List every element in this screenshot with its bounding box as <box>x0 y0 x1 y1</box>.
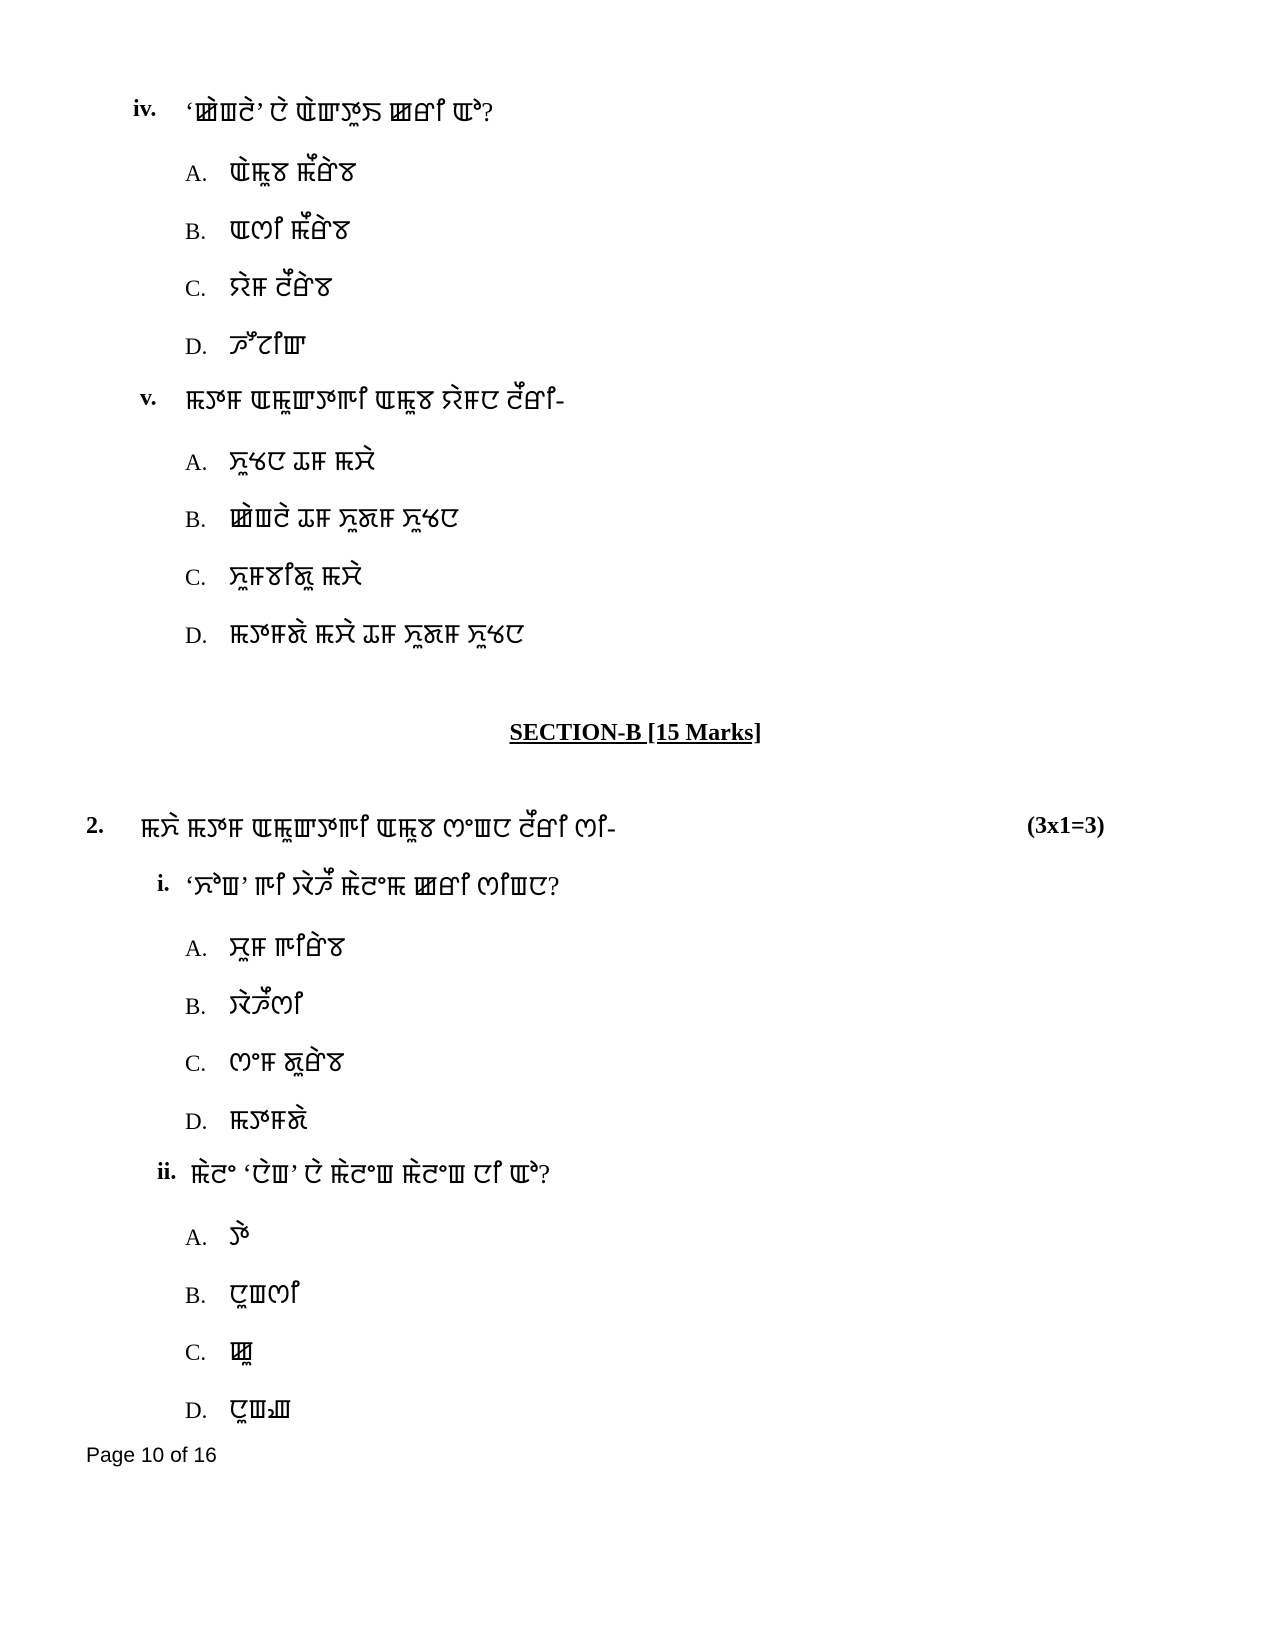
option-c <box>185 1331 254 1369</box>
option-b <box>185 985 303 1023</box>
option-letter: A. <box>185 1225 208 1250</box>
option-letter: A. <box>185 161 208 186</box>
option-a <box>185 927 345 965</box>
section-heading: SECTION-B [15 Marks] <box>509 720 762 746</box>
option-text: ꯍꯧꯖꯤꯛ <box>229 330 307 360</box>
option-letter: D. <box>185 334 208 359</box>
option-letter: B. <box>185 1283 207 1308</box>
option-b <box>185 498 459 536</box>
option-d <box>185 325 307 363</box>
option-letter: B. <box>185 507 207 532</box>
option-c <box>185 267 333 305</box>
option-text: ꯌꯥꯝ ꯂꯩꯔꯥꯕ <box>229 272 333 302</box>
option-letter: B. <box>185 219 207 244</box>
option-d <box>185 614 524 652</box>
option-b <box>185 210 350 248</box>
option-text: ꯆꯨꯝ ꯒꯤꯔꯥꯕ <box>229 932 346 962</box>
option-letter: C. <box>185 1340 207 1365</box>
option-text: ꯁꯦꯝ ꯗꯨꯔꯥꯕ <box>229 1047 345 1077</box>
question-number: iv. <box>133 96 157 122</box>
option-letter: B. <box>185 994 207 1019</box>
option-c <box>185 556 362 594</box>
option-letter: A. <box>185 936 208 961</box>
marks-label: (3x1=3) <box>1027 813 1105 839</box>
option-letter: D. <box>185 623 208 648</box>
option-text: ꯀꯥꯡꯂꯥ ꯊꯝ ꯈꯨꯗꯝ ꯈꯨꯠꯅ <box>229 503 460 533</box>
option-text: ꯇꯥ <box>229 1221 250 1251</box>
option-c <box>185 1042 344 1080</box>
question-number: i. <box>157 871 170 897</box>
option-d <box>185 1100 308 1138</box>
option-text: ꯀꯨ <box>229 1336 254 1366</box>
option-text: ꯋꯥꯍꯩꯁꯤ <box>229 990 304 1020</box>
question-stem: ‘ꯀꯥꯡꯂꯥ’ ꯅꯥ ꯑꯥꯛꯇꯨꯏ ꯀꯔꯤ ꯑꯣ? <box>185 97 494 127</box>
option-d <box>185 1389 292 1427</box>
question-number: 2. <box>86 813 104 839</box>
option-letter: D. <box>185 1398 208 1423</box>
option-text: ꯃꯇꯝꯗꯥ <box>229 1105 308 1135</box>
question-stem: ꯃꯥꯂꯦ ‘ꯅꯥꯡ’ ꯅꯥ ꯃꯥꯂꯦꯡ ꯃꯥꯂꯦꯡ ꯅꯤ ꯑꯣ? <box>190 1159 551 1189</box>
option-text: ꯑꯁꯤ ꯃꯩꯔꯥꯕ <box>229 215 351 245</box>
page-number: Page 10 of 16 <box>86 1444 217 1467</box>
option-letter: C. <box>185 1051 207 1076</box>
option-a <box>185 152 356 190</box>
option-letter: D. <box>185 1109 208 1134</box>
option-a <box>185 441 375 479</box>
option-text: ꯅꯨꯡꯉ <box>229 1394 292 1424</box>
option-text: ꯅꯨꯡꯁꯤ <box>229 1279 300 1309</box>
question-stem: ‘ꯈꯣꯡ’ ꯒꯤ ꯋꯥꯍꯩ ꯃꯥꯂꯦꯃ ꯀꯔꯤ ꯁꯤꯡꯅ? <box>185 871 560 901</box>
option-letter: C. <box>185 276 207 301</box>
question-number: v. <box>140 385 157 411</box>
option-b <box>185 1274 300 1312</box>
option-text: ꯈꯨꯠꯅ ꯊꯝ ꯃꯆꯥ <box>229 446 376 476</box>
option-a <box>185 1216 250 1254</box>
option-text: ꯃꯇꯝꯗꯥ ꯃꯆꯥ ꯊꯝ ꯈꯨꯗꯝ ꯈꯨꯠꯅ <box>229 619 525 649</box>
option-letter: C. <box>185 565 207 590</box>
question-number: ii. <box>157 1159 177 1185</box>
question-stem: ꯃꯇꯝ ꯑꯃꯨꯛꯇꯒꯤ ꯑꯃꯨꯕ ꯌꯥꯝꯅ ꯂꯩꯔꯤ- <box>185 385 565 415</box>
option-text: ꯈꯨꯝꯕꯤꯗꯨ ꯃꯆꯥ <box>229 561 363 591</box>
question-stem: ꯃꯈꯥ ꯃꯇꯝ ꯑꯃꯨꯛꯇꯒꯤ ꯑꯃꯨꯕ ꯁꯦꯡꯅ ꯂꯩꯔꯤ ꯁꯤ- <box>140 813 616 843</box>
option-text: ꯑꯥꯃꯨꯕ ꯃꯩꯔꯥꯕ <box>229 157 357 187</box>
option-letter: A. <box>185 450 208 475</box>
